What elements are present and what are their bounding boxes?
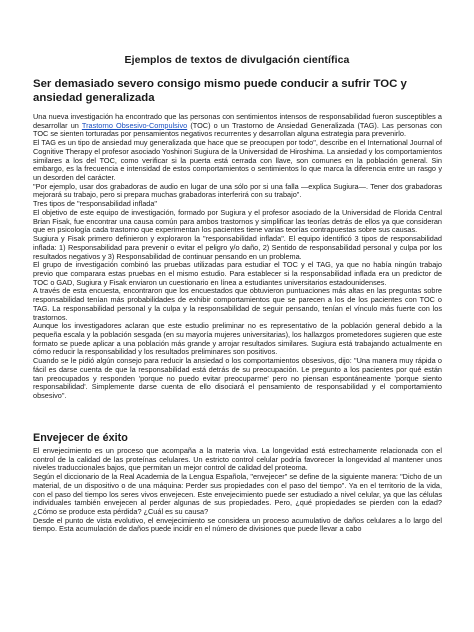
paragraph — [33, 113, 442, 139]
paragraph-text: (TOC) o un Trastorno de Ansiedad Generalizada (TAG). Las personas con TOC se sienten torturadas por pensamientos negativos recurrentes y desarrollan alguna estrategia para prevenirlo. — [33, 120, 442, 139]
paragraph: Aunque los investigadores aclaran que este estudio preliminar no es representativo de la población general debido a la pequeña escala y la población sesgada (en su mayoría mujeres universitarias), los hallazgos prometedores sugieren que este formato se puede aplicar a una población más grande y arrojar resultados similares. Sugiura está trabajando actualmente en cómo reducir la responsabilidad y los resultados preliminares son positivos. — [33, 321, 442, 357]
paragraph: El grupo de investigación combinó las pruebas utilizadas para estudiar el TOC y el TAG, ya que no había ningún trabajo previo que comparara estas pruebas en el mismo estudio. Para establecer si la responsabilidad inflada era un predictor de TOC o GAD, Sugiura y Fisak enviaron un cuestionario en línea a estudiantes universitarios estadounidenses. — [33, 260, 442, 287]
toc-link[interactable]: Trastorno Obsesivo-Compulsivo — [81, 120, 188, 130]
paragraph: Desde el punto de vista evolutivo, el envejecimiento se considera un proceso acumulativo de daños celulares a lo largo del tiempo. Esta acumulación de daños puede incidir en el número de divisiones que puede llevar a cabo — [33, 515, 442, 534]
paragraph: Cuando se le pidió algún consejo para reducir la ansiedad o los comportamientos obsesivos, dijo: "Una manera muy rápida o fácil es darse cuenta de que la responsabilidad está detrás de su preocupación. Le pregunto a los pacientes por qué están tan preocupados y responden 'porque no puedo evitar preocuparme' pero no piensan espontáneamente 'porque siento responsabilidad'. Simplemente darse cuenta de ello disociará el pensamiento de responsabilidad y el comportamiento obsesivo". — [33, 356, 442, 400]
paragraph: Tres tipos de "responsabilidad inflada" — [33, 199, 158, 209]
section-body-envejecer — [33, 447, 442, 534]
paragraph: El TAG es un tipo de ansiedad muy generalizada que hace que se preocupen por todo", describe en el International Journal of Cognitive Therapy el profesor asociado Yoshinori Sugiura de la Universidad de Hiroshima. La ansiedad y los comportamientos similares a los del TOC, como verificar si la puerta está cerrada con llave, son comunes en la población general. Sin embargo, es la frecuencia e intensidad de estos comportamientos o sentimientos lo que marca la diferencia entre un rasgo y un desorden del carácter. — [33, 138, 442, 183]
paragraph: El objetivo de este equipo de investigación, formado por Sugiura y el profesor asociado de la Universidad de Florida Central Brian Fisak, fue encontrar una causa común para ambos trastornos y simplificar las teorías detrás de ellos ya que consideran que en psicología cada trastorno que experimentan los pacientes tiene varias teorías contrapuestas sobre sus causas. — [33, 207, 442, 235]
document-title: Ejemplos de textos de divulgación científica — [124, 54, 350, 66]
paragraph: Según el diccionario de la Real Academia de la Lengua Española, "envejecer" se define de la siguiente manera: "Dicho de un material, de un dispositivo o de una máquina: Perder sus propiedades con el paso del tiempo". Ya en el territorio de la vida, con el paso del tiempo los seres vivos envejecen. Este envejecimiento puede ser estudiado a nivel celular, ya que las células individuales también envejecen al perder algunas de sus propiedades. Pero, ¿qué propiedades se pierden con la edad? ¿Cómo se produce esta pérdida? ¿Cuál es su causa? — [33, 472, 442, 517]
section-heading-envejecer: Envejecer de éxito — [33, 432, 128, 444]
paragraph: A través de esta encuesta, encontraron que los encuestados que obtuvieron puntuaciones más altas en las preguntas sobre responsabilidad tenían más probabilidades de exhibir comportamientos que se parecen a los de los pacientes con TOC o TAG. La responsabilidad personal y la culpa y la responsabilidad de seguir pensando, tenían el vínculo más fuerte con los trastornos. — [33, 286, 442, 322]
section-body-toc — [33, 113, 442, 401]
paragraph: "Por ejemplo, usar dos grabadoras de audio en lugar de una sólo por si una falla —explica Sugiura—. Tener dos grabadoras mejorará su trabajo, pero si prepara muchas grabadoras interferirá con su trabajo". — [33, 181, 442, 200]
paragraph-text: Una nueva investigación ha encontrado que las personas con sentimientos intensos de responsabilidad fueron susceptibles a desarrollar un — [33, 112, 442, 130]
paragraph: Sugiura y Fisak primero definieron y exploraron la "responsabilidad inflada". El equipo identificó 3 tipos de responsabilidad inflada: 1) Responsabilidad para prevenir o evitar el peligro y/o daño, 2) Sentido de responsabilidad personal y culpa por los resultados negativos y 3) Responsabilidad de continuar pensando en un problema. — [33, 234, 442, 261]
section-heading-toc: Ser demasiado severo consigo mismo puede conducir a sufrir TOC y ansiedad generalizada — [33, 78, 407, 104]
paragraph: El envejecimiento es un proceso que acompaña a la materia viva. La longevidad está estrechamente relacionada con el control de la calidad de las proteínas celulares. Un estricto control celular podría favorecer la longevidad al mantener unos niveles traduccionales bajos, que permitan un mejor control de calidad del proteoma. — [33, 446, 442, 473]
